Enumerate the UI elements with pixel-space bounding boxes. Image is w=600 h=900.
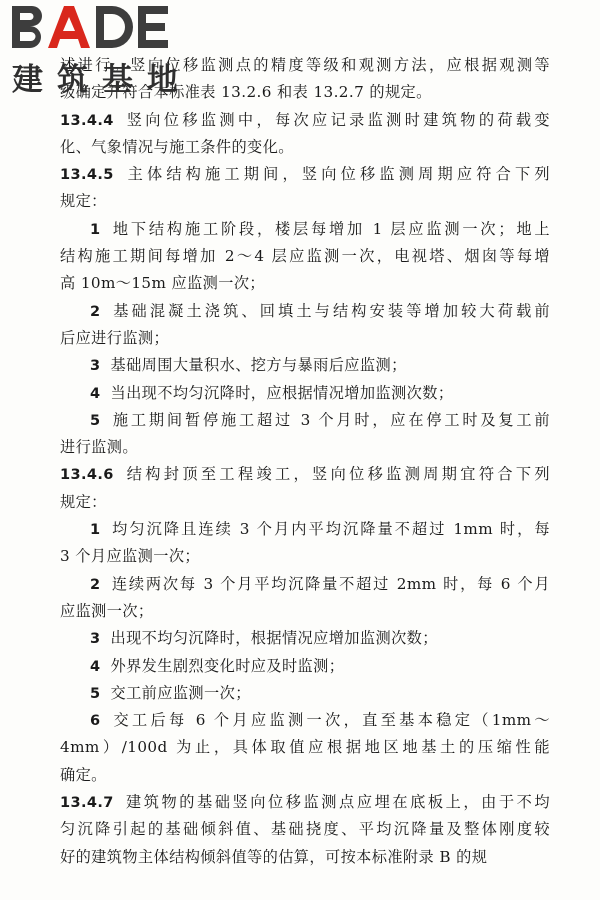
text-line: 述进行。竖向位移监测点的精度等级和观测方法，应根据观测等 <box>60 56 550 74</box>
item-number: 5 <box>90 685 101 702</box>
text-line: 级确定并符合本标准表 13.2.6 和表 13.2.7 的规定。 <box>60 83 432 102</box>
text-line: 结构封顶至工程竣工，竖向位移监测周期宜符合下列 <box>123 465 550 484</box>
text-line: 外界发生剧烈变化时应及时监测； <box>110 656 345 675</box>
list-item <box>60 680 550 707</box>
text-line: 交工前应监测一次； <box>110 683 251 702</box>
text-line: 均匀沉降且连续 3 个月内平均沉降量不超过 1mm 时，每 <box>110 520 550 539</box>
list-item <box>60 625 550 652</box>
text-line: 地下结构施工阶段，楼层每增加 1 层应监测一次；地上 <box>110 219 550 238</box>
item-number: 4 <box>90 385 101 402</box>
clause-number: 13.4.5 <box>60 167 114 184</box>
text-line: 当出现不均匀沉降时，应根据情况增加监测次数； <box>110 383 454 402</box>
list-item <box>60 298 550 353</box>
text-line: 好的建筑物主体结构倾斜值等的估算，可按本标准附录 B 的规 <box>60 847 488 866</box>
text-line: 进行监测。 <box>60 438 138 457</box>
item-number: 5 <box>90 412 101 429</box>
item-number: 6 <box>90 713 101 730</box>
item-number: 2 <box>90 303 101 320</box>
clause-13-4-5 <box>60 161 550 216</box>
item-number: 2 <box>90 576 101 593</box>
text-line: 规定： <box>60 492 107 511</box>
text-line: 化、气象情况与施工条件的变化。 <box>60 137 294 156</box>
list-item <box>60 380 550 407</box>
clause-13-4-4 <box>60 107 550 162</box>
text-line: 3 个月应监测一次； <box>60 547 200 566</box>
text-line: 基础周围大量积水、挖方与暴雨后应监测； <box>110 356 407 375</box>
list-item <box>60 352 550 379</box>
text-line: 连续两次每 3 个月平均沉降量不超过 2mm 时，每 6 个月 <box>110 574 550 593</box>
text-line: 匀沉降引起的基础倾斜值、基础挠度、平均沉降量及整体刚度较 <box>60 820 550 839</box>
text-line: 主体结构施工期间，竖向位移监测周期应符合下列 <box>123 165 550 184</box>
list-item <box>60 516 550 571</box>
clause-number: 13.4.7 <box>60 795 114 812</box>
text-line: 规定： <box>60 192 107 211</box>
text-line: 竖向位移监测中，每次应记录监测时建筑物的荷载变 <box>123 110 550 129</box>
item-number: 3 <box>90 631 101 648</box>
text-line: 后应进行监测； <box>60 328 170 347</box>
list-item <box>60 407 550 462</box>
text-line: 基础混凝土浇筑、回填土与结构安装等增加较大荷载前 <box>110 301 550 320</box>
item-number: 3 <box>90 358 101 375</box>
list-item <box>60 707 550 789</box>
text-line: 交工后每 6 个月应监测一次，直至基本稳定（1mm～ <box>110 711 550 730</box>
text-line: 高 10m～15m 应监测一次； <box>60 274 266 293</box>
clause-number: 13.4.6 <box>60 467 114 484</box>
text-line: 出现不均匀沉降时，根据情况应增加监测次数； <box>110 629 438 648</box>
item-number: 1 <box>90 522 101 539</box>
text-line: 建筑物的基础竖向位移监测点应埋在底板上，由于不均 <box>123 793 550 812</box>
item-number: 1 <box>90 221 101 238</box>
list-item <box>60 571 550 626</box>
document-text <box>60 52 550 871</box>
clause-13-4-6 <box>60 461 550 516</box>
list-item <box>60 216 550 298</box>
text-line: 应监测一次； <box>60 601 154 620</box>
clause-13-4-7 <box>60 789 550 871</box>
text-line: 施工期间暂停施工超过 3 个月时，应在停工时及复工前 <box>110 410 550 429</box>
item-number: 4 <box>90 658 101 675</box>
bade-logo-subtitle: 建筑基地 <box>12 62 192 98</box>
text-line: 4mm）/100d 为止，具体取值应根据地区地基土的压缩性能 <box>60 738 550 757</box>
paragraph <box>60 52 550 107</box>
clause-number: 13.4.4 <box>60 112 114 129</box>
text-line: 确定。 <box>60 765 107 784</box>
list-item <box>60 653 550 680</box>
text-line: 结构施工期间每增加 2～4 层应监测一次，电视塔、烟囱等每增 <box>60 247 550 266</box>
